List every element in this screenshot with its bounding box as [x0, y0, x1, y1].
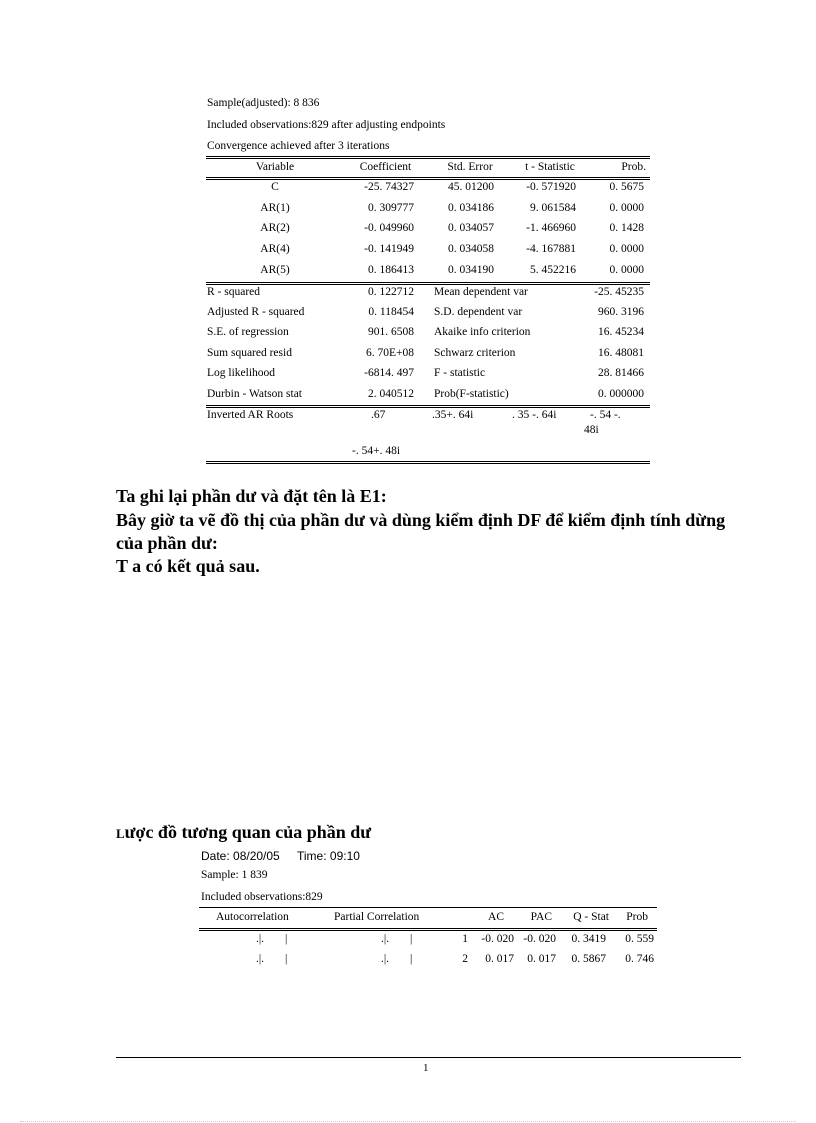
stat-value: 28. 81466	[598, 367, 644, 379]
pac-bar-glyph: .|.	[381, 933, 390, 945]
pac-pipe-glyph: |	[410, 953, 413, 965]
prob-value: 0. 5675	[609, 181, 644, 193]
stat-label: Durbin - Watson stat	[207, 388, 303, 400]
stat-value: 0. 118454	[368, 306, 414, 318]
paragraph-line: của phần dư:	[116, 533, 218, 553]
ac-pipe-glyph: |	[285, 933, 288, 945]
col-partial-correlation: Partial Correlation	[334, 911, 420, 923]
prob-value: 0. 559	[625, 933, 654, 945]
stat-label: R - squared	[207, 286, 261, 298]
ac-value: -0. 020	[481, 933, 514, 945]
convergence-note: Convergence achieved after 3 iterations	[207, 140, 390, 152]
stat-value: 6. 70E+08	[365, 347, 414, 359]
correlogram-sample: Sample: 1 839	[201, 869, 268, 881]
t-statistic-value: -0. 571920	[526, 181, 576, 193]
prob-value: 0. 0000	[609, 202, 644, 214]
pac-bar-glyph: .|.	[381, 953, 390, 965]
stat-label: Sum squared resid	[207, 347, 292, 359]
std-error-value: 45. 01200	[448, 181, 494, 193]
ac-bar-glyph: .|.	[256, 953, 265, 965]
stat-label: Log likelihood	[207, 367, 276, 379]
col-q-stat: Q - Stat	[573, 911, 609, 923]
coefficient-value: 0. 309777	[368, 202, 414, 214]
variable-name: AR(4)	[260, 243, 290, 255]
root-value: . 35 -. 64i	[512, 409, 557, 421]
prob-value: 0. 0000	[609, 243, 644, 255]
stat-label: F - statistic	[434, 367, 486, 379]
t-statistic-value: -1. 466960	[526, 222, 576, 234]
heading-text: ược đồ tương quan của phần dư	[124, 822, 372, 842]
lag-number: 1	[462, 933, 468, 945]
correlogram-date: Date: 08/20/05	[201, 849, 280, 863]
col-prob: Prob.	[621, 161, 646, 173]
correlogram-time: Time: 09:10	[297, 849, 360, 863]
page-edge	[20, 1121, 796, 1122]
col-t-statistic: t - Statistic	[525, 161, 575, 173]
paragraph-line: Ta ghi lại phần dư và đặt tên là E1:	[116, 486, 387, 506]
stat-value: 16. 45234	[598, 326, 644, 338]
coefficient-value: 0. 186413	[368, 264, 414, 276]
stat-value: 960. 3196	[598, 306, 644, 318]
std-error-value: 0. 034058	[448, 243, 494, 255]
stat-value: -6814. 497	[364, 367, 414, 379]
col-variable: Variable	[255, 161, 295, 173]
heading-prefix: L	[116, 826, 125, 841]
coefficient-value: -0. 141949	[364, 243, 414, 255]
root-value: .67	[371, 409, 386, 421]
col-coefficient: Coefficient	[359, 161, 412, 173]
root-value: 48i	[584, 424, 599, 436]
stat-value: 0. 122712	[368, 286, 414, 298]
lag-number: 2	[462, 953, 468, 965]
correlogram-heading	[116, 822, 371, 843]
ac-bar-glyph: .|.	[256, 933, 265, 945]
coefficient-value: -25. 74327	[364, 181, 414, 193]
paragraph-line: Bây giờ ta vẽ đồ thị của phần dư và dùng kiểm định DF để kiểm định tính dừng	[116, 510, 726, 530]
stat-label: Adjusted R - squared	[207, 306, 305, 318]
coefficient-value: -0. 049960	[364, 222, 414, 234]
stat-label: Prob(F-statistic)	[434, 388, 509, 400]
prob-value: 0. 1428	[609, 222, 644, 234]
q-stat-value: 0. 3419	[571, 933, 606, 945]
roots-label: Inverted AR Roots	[207, 409, 294, 421]
t-statistic-value: 5. 452216	[530, 264, 576, 276]
pac-pipe-glyph: |	[410, 933, 413, 945]
prob-value: 0. 746	[625, 953, 654, 965]
std-error-value: 0. 034190	[448, 264, 494, 276]
paragraph-line: T a có kết quả sau.	[116, 556, 260, 576]
stat-label: Akaike info criterion	[434, 326, 531, 338]
stat-label: S.D. dependent var	[434, 306, 523, 318]
stat-label: Mean dependent var	[434, 286, 528, 298]
included-observations: Included observations:829 after adjusting endpoints	[207, 119, 446, 131]
root-value: -. 54+. 48i	[352, 445, 401, 457]
ac-value: 0. 017	[485, 953, 514, 965]
sample-adjusted: Sample(adjusted): 8 836	[207, 97, 320, 109]
std-error-value: 0. 034057	[448, 222, 494, 234]
stat-value: 16. 48081	[598, 347, 644, 359]
col-ac: AC	[488, 911, 504, 923]
footer-rule	[116, 1057, 741, 1058]
stat-value: 0. 000000	[598, 388, 644, 400]
stat-label: S.E. of regression	[207, 326, 289, 338]
prob-value: 0. 0000	[609, 264, 644, 276]
t-statistic-value: -4. 167881	[526, 243, 576, 255]
t-statistic-value: 9. 061584	[530, 202, 576, 214]
stat-value: 901. 6508	[368, 326, 414, 338]
pac-value: -0. 020	[523, 933, 556, 945]
correlogram-included: Included observations:829	[201, 891, 323, 903]
pac-value: 0. 017	[527, 953, 556, 965]
root-value: .35+. 64i	[432, 409, 474, 421]
variable-name: AR(1)	[260, 202, 290, 214]
stat-label: Schwarz criterion	[434, 347, 516, 359]
root-value: -. 54 -.	[590, 409, 621, 421]
stat-value: -25. 45235	[594, 286, 644, 298]
variable-name: AR(2)	[260, 222, 290, 234]
col-autocorrelation: Autocorrelation	[216, 911, 289, 923]
std-error-value: 0. 034186	[448, 202, 494, 214]
col-std-error: Std. Error	[447, 161, 493, 173]
page-number: 1	[423, 1062, 429, 1074]
ac-pipe-glyph: |	[285, 953, 288, 965]
stat-value: 2. 040512	[368, 388, 414, 400]
col-pac: PAC	[530, 911, 552, 923]
variable-name: AR(5)	[260, 264, 290, 276]
q-stat-value: 0. 5867	[571, 953, 606, 965]
variable-name: C	[271, 181, 279, 193]
col-prob: Prob	[626, 911, 648, 923]
